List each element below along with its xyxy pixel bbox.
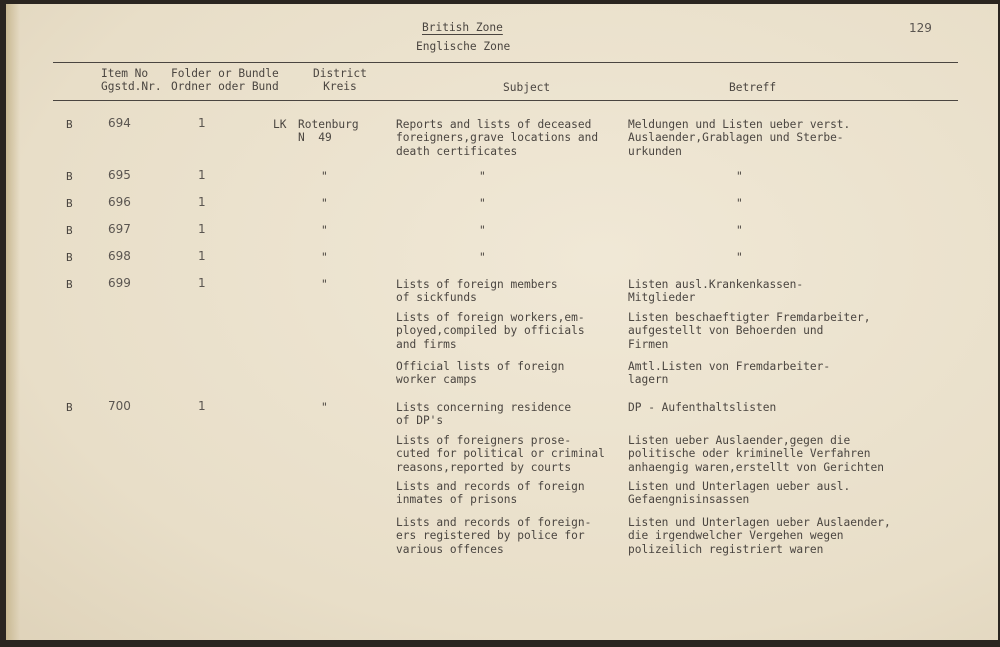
page-number: 129 [909, 21, 932, 35]
district-ditto: " [321, 170, 328, 183]
folder-number: 1 [198, 168, 206, 182]
district-ditto: " [321, 197, 328, 210]
district-name: Rotenburg N 49 [298, 118, 359, 145]
item-number: 696 [108, 195, 131, 209]
betreff-text: Listen ausl.Krankenkassen- Mitglieder [628, 278, 804, 305]
item-number: 695 [108, 168, 131, 182]
item-number: 698 [108, 249, 131, 263]
zone-title-english: British Zone [422, 21, 503, 34]
subject-text: Lists concerning residence of DP's [396, 401, 572, 428]
betreff-ditto: " [736, 170, 743, 183]
betreff-text: Listen und Unterlagen ueber Auslaender, die irgendwelcher Vergehen wegen polizeilich registriert waren [628, 516, 891, 556]
subject-text: Lists and records of foreign- ers registered by police for various offences [396, 516, 592, 556]
row-mark: B [66, 251, 73, 264]
column-header-item: Item No Ggstd.Nr. [101, 67, 162, 93]
betreff-text: DP - Aufenthaltslisten [628, 401, 777, 414]
row-mark: B [66, 401, 73, 414]
row-mark: B [66, 278, 73, 291]
subject-text: Lists and records of foreign inmates of prisons [396, 480, 585, 507]
subject-ditto: " [479, 224, 486, 237]
zone-title-german: Englische Zone [416, 40, 511, 53]
subject-text: Lists of foreigners prose- cuted for political or criminal reasons,reported by courts [396, 434, 605, 474]
district-ditto: " [321, 224, 328, 237]
header-top-rule [53, 62, 958, 63]
row-mark: B [66, 170, 73, 183]
subject-text: Reports and lists of deceased foreigners,grave locations and death certificates [396, 118, 599, 158]
betreff-text: Amtl.Listen von Fremdarbeiter- lagern [628, 360, 831, 387]
betreff-text: Meldungen und Listen ueber verst. Auslaender,Grablagen und Sterbe- urkunden [628, 118, 851, 158]
document-page [6, 4, 998, 640]
folder-number: 1 [198, 399, 206, 413]
folder-number: 1 [198, 249, 206, 263]
folder-number: 1 [198, 276, 206, 290]
betreff-ditto: " [736, 197, 743, 210]
subject-text: Lists of foreign members of sickfunds [396, 278, 558, 305]
subject-text: Official lists of foreign worker camps [396, 360, 565, 387]
folder-number: 1 [198, 195, 206, 209]
column-header-subject: Subject [503, 81, 551, 94]
row-mark: B [66, 197, 73, 210]
betreff-text: Listen beschaeftigter Fremdarbeiter, aufgestellt von Behoerden und Firmen [628, 311, 871, 351]
betreff-ditto: " [736, 251, 743, 264]
row-mark: B [66, 224, 73, 237]
page-edge-shadow [6, 4, 20, 640]
header-bottom-rule [53, 100, 958, 101]
item-number: 700 [108, 399, 131, 413]
item-number: 697 [108, 222, 131, 236]
column-header-district: District Kreis [313, 67, 367, 93]
row-mark: B [66, 118, 73, 131]
column-header-betreff: Betreff [729, 81, 777, 94]
subject-ditto: " [479, 251, 486, 264]
subject-ditto: " [479, 170, 486, 183]
item-number: 694 [108, 116, 131, 130]
betreff-ditto: " [736, 224, 743, 237]
folder-number: 1 [198, 222, 206, 236]
subject-text: Lists of foreign workers,em- ployed,compiled by officials and firms [396, 311, 585, 351]
item-number: 699 [108, 276, 131, 290]
district-ditto: " [321, 278, 328, 291]
district-ditto: " [321, 401, 328, 414]
subject-ditto: " [479, 197, 486, 210]
betreff-text: Listen ueber Auslaender,gegen die politische oder kriminelle Verfahren anhaengig waren,erstellt von Gerichten [628, 434, 884, 474]
folder-number: 1 [198, 116, 206, 130]
district-prefix: LK [273, 118, 287, 131]
column-header-folder: Folder or Bundle Ordner oder Bund [171, 67, 279, 93]
betreff-text: Listen und Unterlagen ueber ausl. Gefaengnisinsassen [628, 480, 851, 507]
district-ditto: " [321, 251, 328, 264]
